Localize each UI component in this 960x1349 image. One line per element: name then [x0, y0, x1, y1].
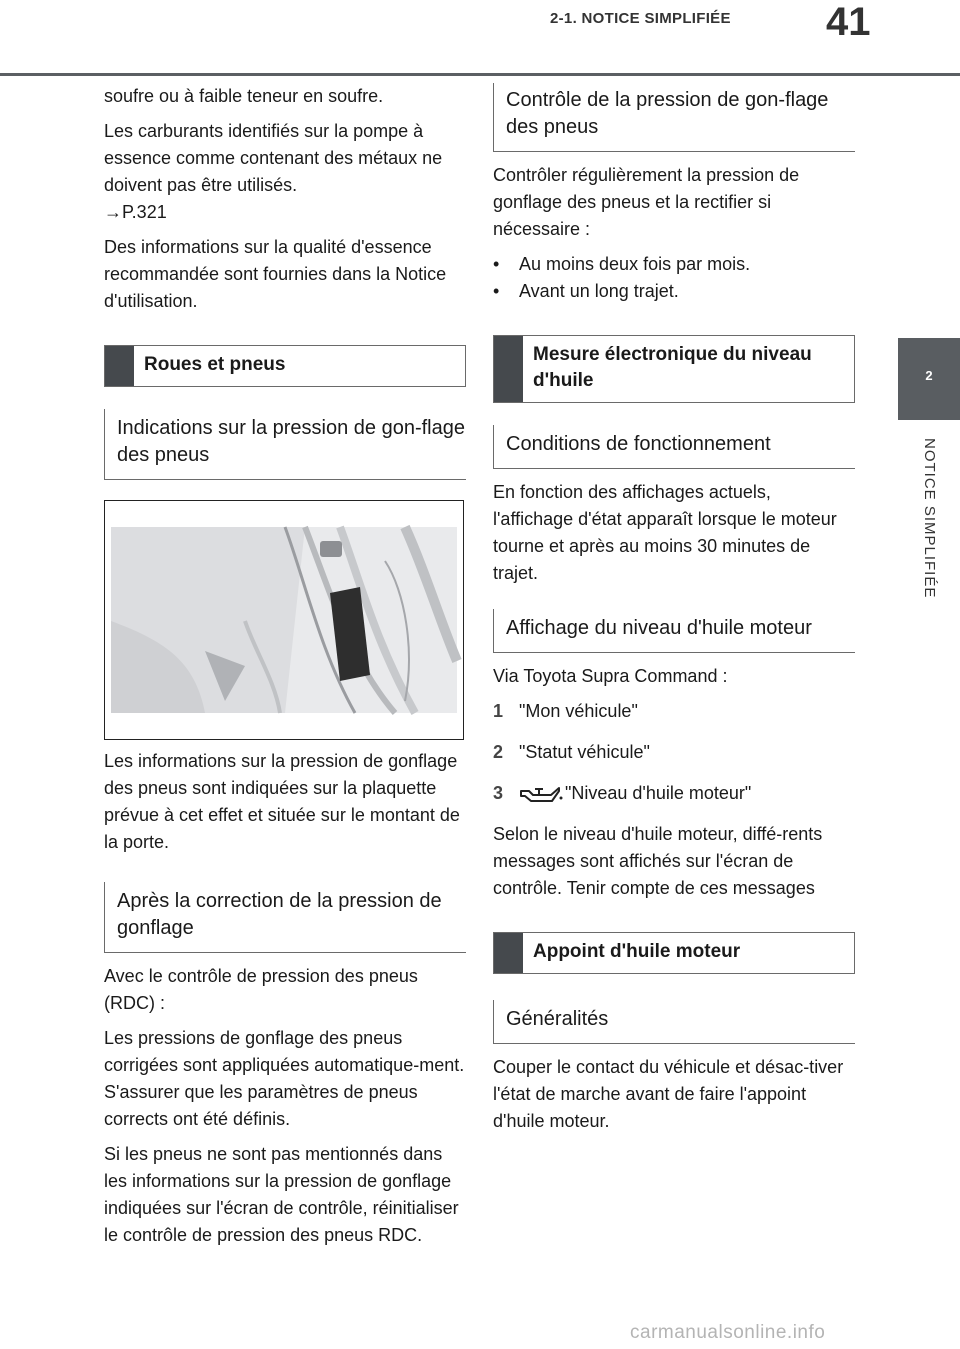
- section-heading-box: [493, 335, 855, 403]
- bullet-mark: •: [493, 254, 500, 274]
- chapter-label: NOTICE SIMPLIFIÉE: [921, 438, 938, 599]
- list-item-text: Au moins deux fois par mois.: [519, 254, 751, 274]
- door-pillar-illustration: [104, 500, 464, 740]
- section-heading: Mesure électronique du niveau d'huile: [533, 344, 812, 391]
- watermark: carmanualsonline.info: [630, 1322, 826, 1343]
- step-text: "Niveau d'huile moteur": [565, 783, 752, 803]
- subsection-heading: Indications sur la pression de gon-flage des pneus: [104, 409, 466, 480]
- section-heading: Appoint d'huile moteur: [533, 941, 741, 962]
- paragraph: Via Toyota Supra Command :: [493, 666, 728, 686]
- paragraph: soufre ou à faible teneur en soufre.: [104, 86, 384, 106]
- list-item-text: Avant un long trajet.: [519, 281, 679, 301]
- step-number: 2: [493, 742, 504, 762]
- paragraph: Des informations sur la qualité d'essence recommandée sont fournies dans la Notice d'utilisation.: [104, 237, 447, 311]
- paragraph: En fonction des affichages actuels, l'affichage d'état apparaît lorsque le moteur tourne et après au moins 30 minutes de trajet.: [493, 482, 837, 583]
- header-divider: [0, 73, 960, 76]
- section-heading: Roues et pneus: [144, 354, 286, 375]
- paragraph: Avec le contrôle de pression des pneus (RDC) :: [104, 966, 418, 1013]
- step-item: [493, 739, 855, 766]
- step-item: [493, 780, 855, 807]
- door-pillar-drawing: [105, 501, 463, 739]
- subsection-heading: Contrôle de la pression de gon-flage des pneus: [493, 83, 855, 152]
- step-number: 3: [493, 783, 504, 803]
- paragraph: Si les pneus ne sont pas mentionnés dans les informations sur la pression de gonflage indiquées sur l'écran de contrôle, réinitialiser le contrôle de pression des pneus RDC.: [104, 1144, 459, 1245]
- right-column: [493, 83, 855, 1143]
- subsection-heading: Conditions de fonctionnement: [493, 425, 855, 469]
- page-reference: →P.321: [104, 202, 167, 222]
- paragraph: Contrôler régulièrement la pression de gonflage des pneus et la rectifier si nécessaire :: [493, 165, 800, 239]
- step-text: "Statut véhicule": [519, 742, 650, 762]
- step-item: [493, 698, 855, 725]
- heading-bar: [105, 346, 134, 386]
- step-text: "Mon véhicule": [519, 701, 638, 721]
- step-number: 1: [493, 701, 504, 721]
- paragraph: Selon le niveau d'huile moteur, diffé-rents messages sont affichés sur l'écran de contrôle. Tenir compte de ces messages: [493, 824, 823, 898]
- list-item: [493, 251, 855, 278]
- chapter-number: 2: [925, 368, 933, 383]
- subsection-heading: Généralités: [493, 1000, 855, 1044]
- paragraph: Les pressions de gonflage des pneus corrigées sont appliquées automatique-ment. S'assurer que les paramètres de pneus corrects ont été définis.: [104, 1028, 465, 1129]
- list-item: [493, 278, 855, 305]
- bullet-mark: •: [493, 281, 500, 301]
- section-title: 2-1. NOTICE SIMPLIFIÉE: [550, 10, 731, 27]
- subsection-heading: Après la correction de la pression de gonflage: [104, 882, 466, 953]
- paragraph: Les carburants identifiés sur la pompe à essence comme contenant des métaux ne doivent pas être utilisés.: [104, 121, 443, 195]
- oil-can-icon: [519, 783, 563, 805]
- left-column: [104, 83, 466, 1257]
- paragraph: Les informations sur la pression de gonflage des pneus sont indiquées sur la plaquette prévue à cet effet et située sur le montant de la porte.: [104, 751, 460, 852]
- heading-bar: [494, 336, 523, 402]
- heading-bar: [494, 933, 523, 973]
- chapter-tab: [898, 338, 960, 420]
- section-heading-box: [493, 932, 855, 974]
- section-heading-box: [104, 345, 466, 387]
- paragraph: Couper le contact du véhicule et désac-tiver l'état de marche avant de faire l'appoint d'huile moteur.: [493, 1057, 844, 1131]
- page-number: 41: [826, 0, 871, 44]
- subsection-heading: Affichage du niveau d'huile moteur: [493, 609, 855, 653]
